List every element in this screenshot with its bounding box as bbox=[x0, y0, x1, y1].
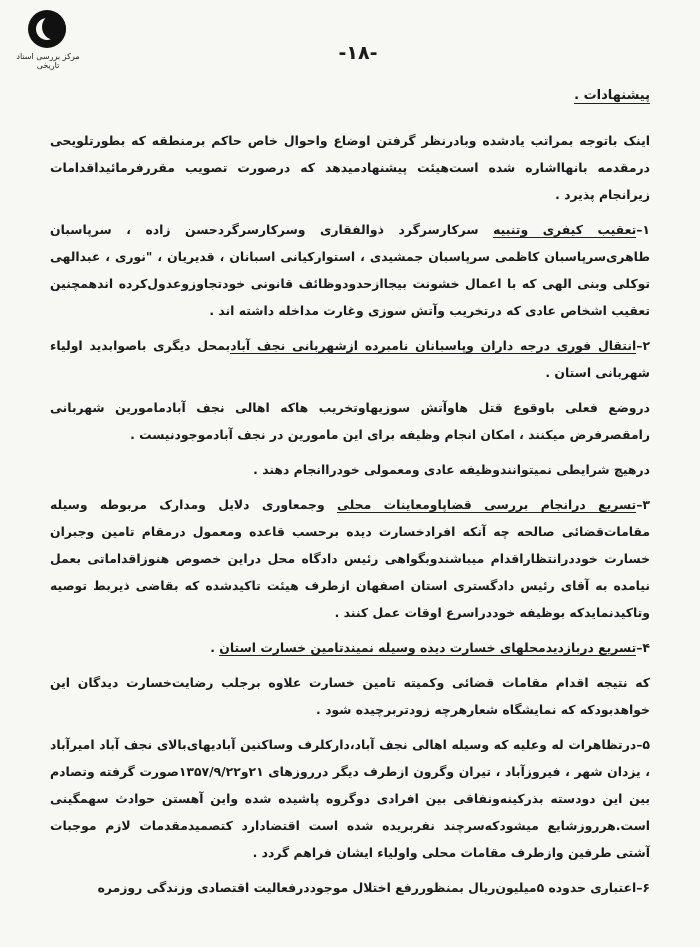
page-number: -۱۸- bbox=[338, 42, 378, 64]
archive-logo bbox=[6, 10, 90, 70]
logo-caption: مرکز بررسی اسناد تاریخی bbox=[16, 52, 80, 70]
item-1-lead: تعقیب کیفری وتنبیه bbox=[493, 222, 637, 237]
recommendation-1: ۱–تعقیب کیفری وتنبیه سرکارسرگرد ذوالفقاری وسرکارسرگردحسن زاده ، سرپاسبان طاهری‌سرپاسبان کاظمی سرپاسبان جمشیدی ، استوارکیانی اسبانان ، قدیریان ، "نوری ، عبدالهی توکلی وبنی الهی که با اعمال خشونت بیجاازحدودوظائف قانونی خودتجاوزوعدول‌کرده اندهمچنین تعقیب اشخاص عادی که درتخریب وآتش سوزی وغارت مداخله داشته اند . bbox=[50, 222, 650, 318]
archive-emblem-icon bbox=[28, 10, 66, 48]
recommendation-3: ۳–تسریع درانجام بررسی قضاپاومعاینات محلی وجمعاوری دلایل ومدارک مربوطه وسیله مقامات‌قضائی صالحه چه آنکه افرادخسارت دیده برحسب قاعده ومعمول درمقام تامین وجبران خسارت خوددرانتظاراقدام میباشندوبگواهی رئیس دادگاه محل دراین خصوص هنوزاقداماتی بعمل نیامده به آقای رئیس دادگستری استان اصفهان ازطرف هیئت تاکیدشده که بقاضی ذیربط توصیه وتاکیدنمایدکه بوظیفه خوددراسرع اوقات عمل کنند . bbox=[50, 497, 650, 620]
recommendation-5: ۵–درتظاهرات له وعلیه که وسیله اهالی نجف آباد،دارکلرف وساکنین آبادیهای‌بالای نجف آباد امیرآباد ، یزدان شهر ، فیروزآباد ، تیران وگرون ازطرف دیگر درروزهای ۲۱و۱۳۵۷/۹/۲۲صورت گرفته وتصادم بین این دودسته بذرکینه‌ونفاقی بین افرادی دوگروه پاشیده شده واین آهستن حوادث سهمگینی است.هرروزشایع میشودکه‌سرچند نفربریده شده است اقتضادارد کتصمیدمقدمات لازم موجبات آشتی طرفین وازطرف مقامات محلی واولیاء ایشان فراهم گردد . bbox=[50, 737, 650, 860]
recommendation-4: ۴–تسریع دربازدیدمحلهای خسارت دیده وسیله نمیندتامین خسارت استان . bbox=[210, 640, 650, 655]
recommendation-2: ۲–انتقال فوری درجه داران وپاسبانان نامبرده ازشهربانی نجف آبادبمحل دیگری باصوابدید اولیاء شهربانی استان . bbox=[50, 338, 651, 380]
section-heading: پیشنهادات . bbox=[574, 88, 650, 103]
item-2-explanation: دروضع فعلی باوقوع قتل هاوآتش سوزیهاوتخریب هاکه اهالی نجف آبادمامورین شهربانی رامقصرفرض میکنند ، امکان انجام وظیفه برای این مامورین در نجف آبادموجودنیست . bbox=[50, 400, 650, 442]
recommendation-6: ۶–اعتباری حدوده ۵میلیون‌ریال بمنظوررفع اختلال موجوددرفعالیت اقتصادی وزندگی روزمره bbox=[97, 880, 650, 895]
item-4-explanation: که نتیجه اقدام مقامات قضائی وکمیته تامین خسارت علاوه برجلب رضایت‌خسارت دیدگان این خواهدبودکه که نمایشگاه شعارهرچه زودتربرچیده شود . bbox=[50, 675, 650, 717]
item-2-lead: انتقال فوری درجه داران وپاسبانان bbox=[415, 338, 637, 353]
item-3-lead: تسریع درانجام بررسی قضاپاومعاینات محلی bbox=[337, 497, 637, 512]
item-4-mid: نمیندتامین خسارت استان bbox=[219, 640, 379, 655]
item-2-note: درهیچ شرایطی نمیتوانندوظیفه عادی ومعمولی خودراانجام دهند . bbox=[253, 462, 650, 477]
item-2-mid: نامبرده ازشهربانی نجف آباد bbox=[230, 338, 416, 353]
document-body bbox=[50, 82, 650, 909]
item-4-lead: تسریع دربازدیدمحلهای خسارت دیده وسیله bbox=[378, 640, 637, 655]
intro-paragraph: اینک باتوجه بمراتب یادشده وبادرنظر گرفتن اوضاع واحوال خاص حاکم برمنطقه که بطورتلویحی درمقدمه بانهااشاره شده است‌هیئت پیشنهادمیدهد که درصورت تصویب مقررفرمائیداقدامات زیرانجام پذیرد . bbox=[50, 133, 650, 202]
